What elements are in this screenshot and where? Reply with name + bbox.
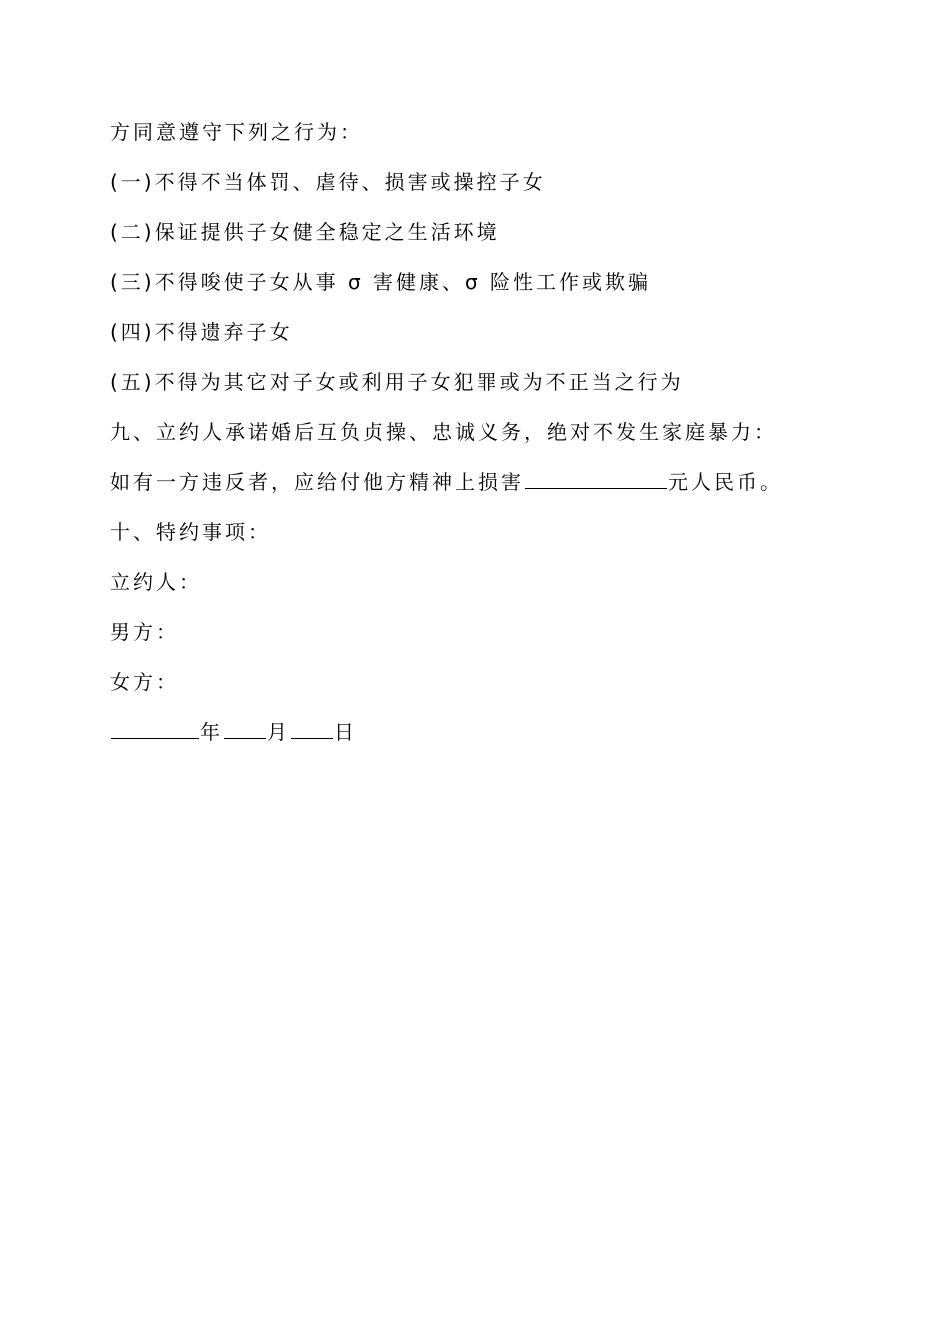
day-blank[interactable] xyxy=(291,718,333,739)
year-blank[interactable] xyxy=(111,718,199,739)
month-blank[interactable] xyxy=(224,718,266,739)
day-label: 日 xyxy=(334,720,357,744)
female-party-label: 女方： xyxy=(110,670,179,694)
compensation-amount-blank[interactable] xyxy=(525,468,667,489)
signatory-label: 立约人： xyxy=(110,570,202,594)
compensation-prefix: 如有一方违反者，应给付他方精神上损害 xyxy=(110,470,524,494)
clause-intro: 方同意遵守下列之行为： xyxy=(110,120,363,144)
clause-item-4: (四)不得遗弃子女 xyxy=(110,320,293,344)
clause-ten: 十、特约事项： xyxy=(110,520,271,544)
date-line xyxy=(110,718,357,746)
year-label: 年 xyxy=(200,720,223,744)
clause-nine: 九、立约人承诺婚后互负贞操、忠诚义务，绝对不发生家庭暴力： xyxy=(110,420,777,444)
clause-item-2: (二)保证提供子女健全稳定之生活环境 xyxy=(110,220,500,244)
clause-item-3: (三)不得唆使子女从事 σ 害健康、σ 险性工作或欺骗 xyxy=(110,270,652,294)
month-label: 月 xyxy=(267,720,290,744)
compensation-line xyxy=(110,468,783,496)
clause-item-5: (五)不得为其它对子女或利用子女犯罪或为不正当之行为 xyxy=(110,370,684,394)
male-party-label: 男方： xyxy=(110,620,179,644)
compensation-suffix: 元人民币。 xyxy=(668,470,783,494)
clause-item-1: (一)不得不当体罚、虐待、损害或操控子女 xyxy=(110,170,546,194)
